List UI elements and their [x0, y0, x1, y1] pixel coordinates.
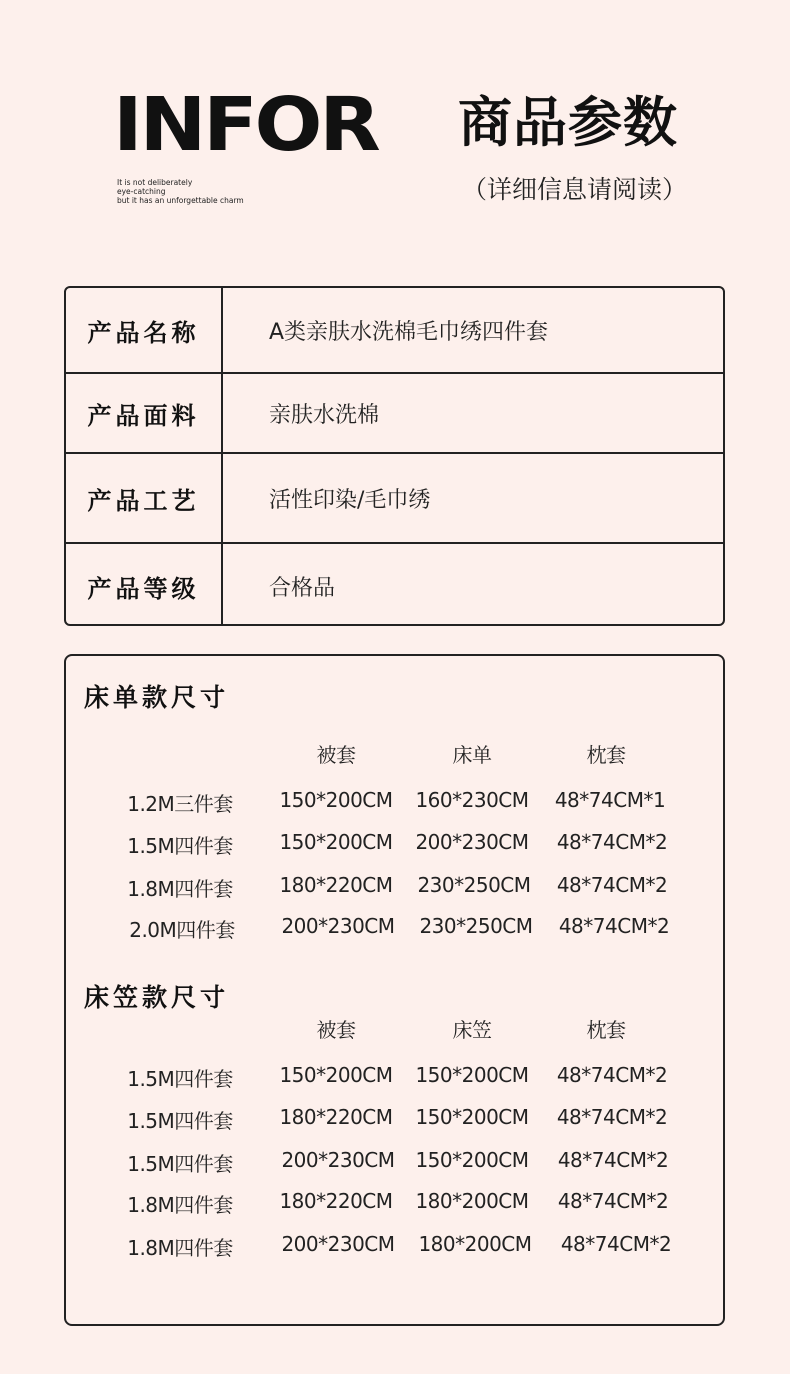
- fitted-size: 180*200CM: [415, 1189, 529, 1213]
- sheet-header-duvet: 被套: [316, 743, 356, 767]
- duvet-size: 180*220CM: [279, 873, 393, 897]
- page-title: 商品参数: [458, 91, 678, 154]
- tagline-line: It is not deliberately: [117, 178, 193, 187]
- pillow-size: 48*74CM*1: [554, 788, 666, 812]
- size-spec: 1.8M四件套: [127, 1193, 233, 1217]
- pillow-size: 48*74CM*2: [556, 1105, 668, 1129]
- fitted-size: 180*200CM: [418, 1232, 532, 1256]
- duvet-size: 150*200CM: [279, 788, 393, 812]
- duvet-size: 180*220CM: [279, 1105, 393, 1129]
- param-row-name: [66, 288, 723, 374]
- param-value: 亲肤水洗棉: [269, 402, 380, 428]
- page-subtitle: （详细信息请阅读）: [462, 175, 688, 204]
- sheet-size: 200*230CM: [415, 830, 529, 854]
- brand-logo: INFOR: [113, 82, 378, 168]
- fitted-header-duvet: 被套: [316, 1018, 356, 1042]
- size-spec: 1.5M四件套: [127, 1109, 233, 1133]
- pillow-size: 48*74CM*2: [560, 1232, 672, 1256]
- sheet-size: 230*250CM: [419, 914, 533, 938]
- fitted-section-title: 床笠款尺寸: [84, 983, 230, 1012]
- pillow-size: 48*74CM*2: [556, 830, 668, 854]
- size-spec: 1.5M四件套: [127, 1067, 233, 1091]
- param-row-fabric: [66, 374, 723, 454]
- fitted-size: 150*200CM: [415, 1105, 529, 1129]
- pillow-size: 48*74CM*2: [556, 873, 668, 897]
- sheet-header-pillow: 枕套: [586, 743, 626, 767]
- duvet-size: 200*230CM: [281, 1148, 395, 1172]
- fitted-header-fitted: 床笠: [452, 1018, 492, 1042]
- duvet-size: 180*220CM: [279, 1189, 393, 1213]
- fitted-header-pillow: 枕套: [586, 1018, 626, 1042]
- sheet-header-sheet: 床单: [452, 743, 492, 767]
- size-spec: 1.2M三件套: [127, 792, 233, 816]
- param-value: 活性印染/毛巾绣: [269, 487, 431, 513]
- pillow-size: 48*74CM*2: [557, 1189, 669, 1213]
- fitted-size: 150*200CM: [415, 1063, 529, 1087]
- tagline-line: but it has an unforgettable charm: [117, 196, 244, 205]
- size-spec: 1.5M四件套: [127, 1152, 233, 1176]
- param-row-grade: [66, 544, 723, 626]
- size-spec: 2.0M四件套: [129, 918, 235, 942]
- sheet-section-title: 床单款尺寸: [84, 683, 230, 712]
- param-label: 产品工艺: [66, 454, 223, 542]
- param-label: 产品等级: [66, 544, 223, 626]
- pillow-size: 48*74CM*2: [558, 914, 670, 938]
- size-spec: 1.5M四件套: [127, 834, 233, 858]
- pillow-size: 48*74CM*2: [556, 1063, 668, 1087]
- pillow-size: 48*74CM*2: [557, 1148, 669, 1172]
- param-label: 产品名称: [66, 288, 223, 372]
- sheet-size: 230*250CM: [417, 873, 531, 897]
- param-value: A类亲肤水洗棉毛巾绣四件套: [269, 319, 549, 345]
- brand-tagline: [117, 178, 244, 205]
- duvet-size: 200*230CM: [281, 1232, 395, 1256]
- param-value: 合格品: [269, 575, 336, 601]
- param-label: 产品面料: [66, 374, 223, 452]
- duvet-size: 150*200CM: [279, 1063, 393, 1087]
- param-row-craft: [66, 454, 723, 544]
- product-params-table: [64, 286, 725, 626]
- duvet-size: 150*200CM: [279, 830, 393, 854]
- size-spec: 1.8M四件套: [127, 877, 233, 901]
- size-card: [64, 654, 725, 1326]
- fitted-size: 150*200CM: [415, 1148, 529, 1172]
- size-spec: 1.8M四件套: [127, 1236, 233, 1260]
- tagline-line: eye-catching: [117, 187, 166, 196]
- duvet-size: 200*230CM: [281, 914, 395, 938]
- sheet-size: 160*230CM: [415, 788, 529, 812]
